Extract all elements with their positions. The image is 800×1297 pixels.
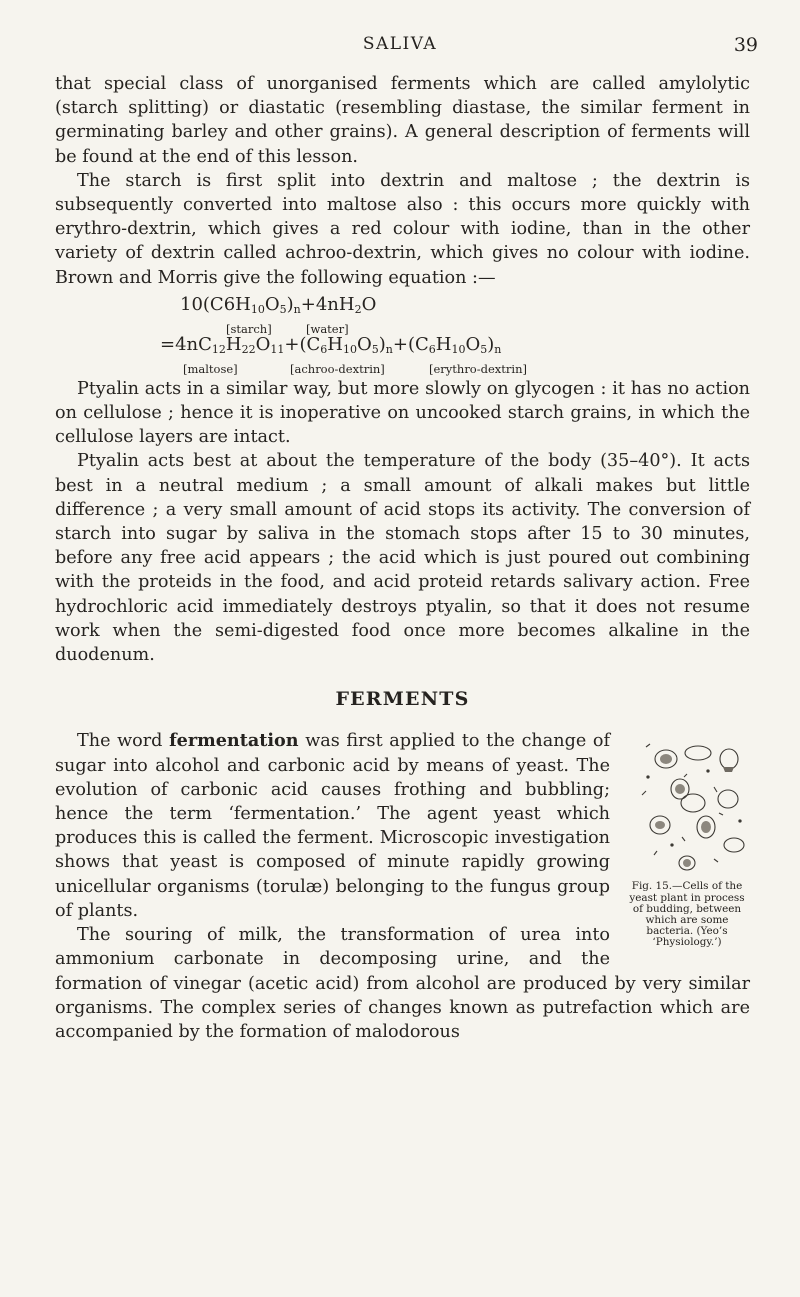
equation-line-1-lead: 10(C <box>180 293 224 315</box>
yeast-cell <box>681 794 705 812</box>
yeast-cell-nucleus <box>660 754 672 764</box>
paragraph-starch-split: The starch is first split into dextrin and maltose ; the dextrin is subsequently converted into maltose also : this occurs more quickly with erythro-dextrin, which gives a red colour with iodine, than in the other variety of dextrin called achroo-dextrin, which gives no colour with iodine. Brown and Morris give the following equation :— <box>55 170 750 288</box>
fermentation-intro: The word <box>77 731 170 752</box>
yeast-cell-nucleus <box>683 859 691 867</box>
yeast-bud <box>723 767 734 772</box>
yeast-cells-illustration <box>624 737 750 879</box>
yeast-cell <box>685 746 711 760</box>
yeast-cell <box>720 749 738 769</box>
yeast-cell-nucleus <box>655 821 665 829</box>
equation-line-1: $10(C6H_{10}O_5)_n+4nH_2O$ <box>180 293 377 316</box>
page-header <box>0 34 800 62</box>
running-head: SALIVA <box>362 34 438 54</box>
paragraph-souring: The souring of milk, the transformation of urea into ammonium carbonate in decomposing urine, and the formation of vinegar (acetic acid) from alcohol are produced by very similar organisms. The complex series of changes known as putrefaction which are accompanied by the formation of malodorous <box>55 925 750 1042</box>
equation-line-2-lead: =4nC <box>160 333 212 355</box>
figure-caption: Fig. 15.—Cells of the yeast plant in process of budding, between which are some bacteria. (Yeo’s ‘Physiology.’) <box>629 880 745 949</box>
label-achroo-dextrin: [achroo-dextrin] <box>290 361 385 376</box>
figure-yeast-cells <box>624 737 750 948</box>
equation-line-2: $=4nC_{12}H_{22}O_{11}+(C_6H_{10}O_5)_n+(C_6H_{10}O_5)_n$ <box>160 333 502 356</box>
label-erythro-dextrin: [erythro-dextrin] <box>429 361 527 376</box>
bacteria <box>642 744 741 862</box>
term-fermentation: fermentation <box>169 730 299 752</box>
equation-line-1-rest: +4nH <box>300 293 355 315</box>
paragraph-glycogen: Ptyalin acts in a similar way, but more slowly on glycogen : it has no action on cellulose ; hence it is inoperative on uncooked starch grains, in which the cellulose layers are intact. <box>55 378 750 448</box>
equation-labels-2 <box>55 357 750 376</box>
yeast-cell <box>718 790 738 808</box>
yeast-cell-nucleus <box>675 784 685 794</box>
paragraph-amylolytic: that special class of unorganised ferments which are called amylolytic (starch splitting) or diastatic (resembling diastase, the similar ferment in germinating barley and other grains). A general description of ferments will be found at the end of this lesson. <box>55 74 750 167</box>
page-number: 39 <box>733 34 758 56</box>
paragraph-temperature: Ptyalin acts best at about the temperature of the body (35–40°). It acts best in a neutral medium ; a small amount of alkali makes but little difference ; a very small amount of acid stops its activity. The conversion of starch into sugar by saliva in the stomach stops after 15 to 30 minutes, before any free acid appears ; the acid which is just poured out combining with the proteids in the food, and acid proteid retards salivary action. Free hydrochloric acid immediately destroys ptyalin, so that it does not resume work when the semi-digested food once more becomes alkaline in the duodenum. <box>55 451 750 666</box>
label-starch: [starch] <box>226 321 272 336</box>
equation-labels-1 <box>55 317 750 336</box>
label-maltose: [maltose] <box>183 361 238 376</box>
yeast-cell <box>724 838 744 852</box>
yeast-cell-nucleus <box>701 821 711 833</box>
chemical-equation <box>55 293 750 376</box>
page-body <box>55 72 750 1044</box>
label-water: [water] <box>306 321 349 336</box>
fermentation-text: was first applied to the change of sugar into alcohol and carbonic acid by means of yeast. The evolution of carbonic acid causes frothing and bubbling; hence the term ‘fermentation.’ The agent yeast which produces this is called the ferment. Microscopic investigation shows that yeast is composed of minute rapidly growing unicellular organisms (torulæ) belonging to the fungus group of plants. <box>55 731 610 921</box>
section-heading-ferments: FERMENTS <box>335 688 470 711</box>
